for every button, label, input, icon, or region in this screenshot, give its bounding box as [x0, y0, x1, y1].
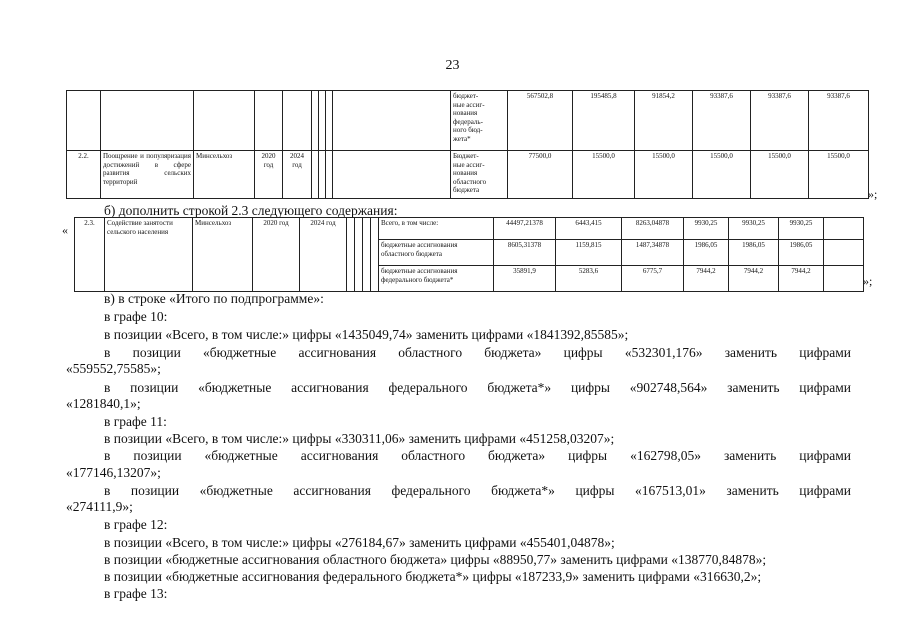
table-continuation: [66, 90, 869, 199]
value-cell: 15500,0: [751, 151, 809, 199]
page-number: 23: [445, 58, 460, 73]
end-year: 2024 год: [300, 218, 347, 292]
value-cell: 1986,05: [729, 240, 779, 266]
funding-type-cell: бюджет- ные ассиг- нования федераль- ного бюд- жета*: [451, 91, 508, 151]
paragraph: «559552,75585»;: [66, 361, 161, 376]
value-cell: 1487,34878: [622, 240, 684, 266]
value-cell: 567502,8: [508, 91, 573, 151]
paragraph: в позиции «Всего, в том числе:» цифры «1435049,74» заменить цифрами «1841392,85585»;: [104, 327, 629, 342]
closing-quote: »;: [868, 187, 878, 201]
paragraph: «177146,13207»;: [66, 465, 161, 480]
paragraph: в графе 10:: [104, 309, 168, 324]
paragraph: в позиции «бюджетные ассигнования федерального бюджета*» цифры «167513,01» заменить цифрами: [104, 483, 851, 498]
paragraph: в позиции «бюджетные ассигнования федерального бюджета*» цифры «902748,564» заменить цифрами: [104, 380, 851, 395]
paragraph: в позиции «Всего, в том числе:» цифры «276184,67» заменить цифрами «455401,04878»;: [104, 535, 615, 550]
paragraph: в позиции «бюджетные ассигнования областного бюджета» цифры «88950,77» заменить цифрами «138770,84878»;: [104, 552, 767, 567]
table-row: [75, 218, 864, 240]
closing-quote: »;: [863, 274, 873, 288]
paragraph: в графе 12:: [104, 517, 168, 532]
paragraph: в) в строке «Итого по подпрограмме»:: [104, 291, 324, 306]
value-cell: 9930,25: [684, 218, 729, 240]
paragraph: в позиции «бюджетные ассигнования областного бюджета» цифры «162798,05» заменить цифрами: [104, 448, 851, 463]
measure-name: Поощрение и популяризация достижений в сфере развития сельских территорий: [101, 151, 194, 199]
row-number: 2.2.: [67, 151, 101, 199]
executor: Минсельхоз: [193, 218, 253, 292]
value-cell: 15500,0: [693, 151, 751, 199]
funding-type-cell: бюджетные ассигнования федерального бюджета*: [379, 266, 494, 292]
value-cell: 1159,815: [556, 240, 622, 266]
table-row: [67, 151, 869, 199]
funding-type-cell: Бюджет- ные ассиг- нования областного бюджета: [451, 151, 508, 199]
value-cell: 15500,0: [573, 151, 635, 199]
executor: Минсельхоз: [194, 151, 255, 199]
row-number: 2.3.: [75, 218, 105, 292]
value-cell: 1986,05: [779, 240, 824, 266]
table-row-2-3: [74, 217, 864, 292]
value-cell: 8605,31378: [494, 240, 556, 266]
value-cell: 7944,2: [729, 266, 779, 292]
start-year: 2020 год: [253, 218, 300, 292]
value-cell: 7944,2: [779, 266, 824, 292]
funding-type-cell: бюджетные ассигнования областного бюджета: [379, 240, 494, 266]
value-cell: 6775,7: [622, 266, 684, 292]
value-cell: 6443,415: [556, 218, 622, 240]
paragraph: в позиции «Всего, в том числе:» цифры «330311,06» заменить цифрами «451258,03207»;: [104, 431, 615, 446]
paragraph: в графе 13:: [104, 586, 168, 601]
value-cell: 9930,25: [729, 218, 779, 240]
opening-quote: «: [62, 223, 68, 237]
value-cell: [824, 266, 864, 292]
value-cell: 44497,21378: [494, 218, 556, 240]
value-cell: 35891,9: [494, 266, 556, 292]
value-cell: 195485,8: [573, 91, 635, 151]
value-cell: 8263,04878: [622, 218, 684, 240]
value-cell: 5283,6: [556, 266, 622, 292]
value-cell: 9930,25: [779, 218, 824, 240]
value-cell: 15500,0: [809, 151, 869, 199]
paragraph: в позиции «бюджетные ассигнования областного бюджета» цифры «532301,176» заменить цифрами: [104, 345, 851, 360]
value-cell: 1986,05: [684, 240, 729, 266]
value-cell: 93387,6: [751, 91, 809, 151]
paragraph: «1281840,1»;: [66, 396, 141, 411]
value-cell: 91854,2: [635, 91, 693, 151]
value-cell: 93387,6: [809, 91, 869, 151]
value-cell: 7944,2: [684, 266, 729, 292]
paragraph: в позиции «бюджетные ассигнования федерального бюджета*» цифры «187233,9» заменить цифрами «316630,2»;: [104, 569, 762, 584]
table-row: [67, 91, 869, 151]
value-cell: 93387,6: [693, 91, 751, 151]
value-cell: [824, 240, 864, 266]
paragraph: в графе 11:: [104, 414, 167, 429]
subsection-heading: б) дополнить строкой 2.3 следующего содержания:: [104, 203, 398, 218]
measure-name: Содействие занятости сельского населения: [105, 218, 193, 292]
value-cell: [824, 218, 864, 240]
funding-type-cell: Всего, в том числе:: [379, 218, 494, 240]
value-cell: 15500,0: [635, 151, 693, 199]
end-year: 2024 год: [283, 151, 312, 199]
start-year: 2020 год: [255, 151, 283, 199]
paragraph: «274111,9»;: [66, 499, 133, 514]
value-cell: 77500,0: [508, 151, 573, 199]
